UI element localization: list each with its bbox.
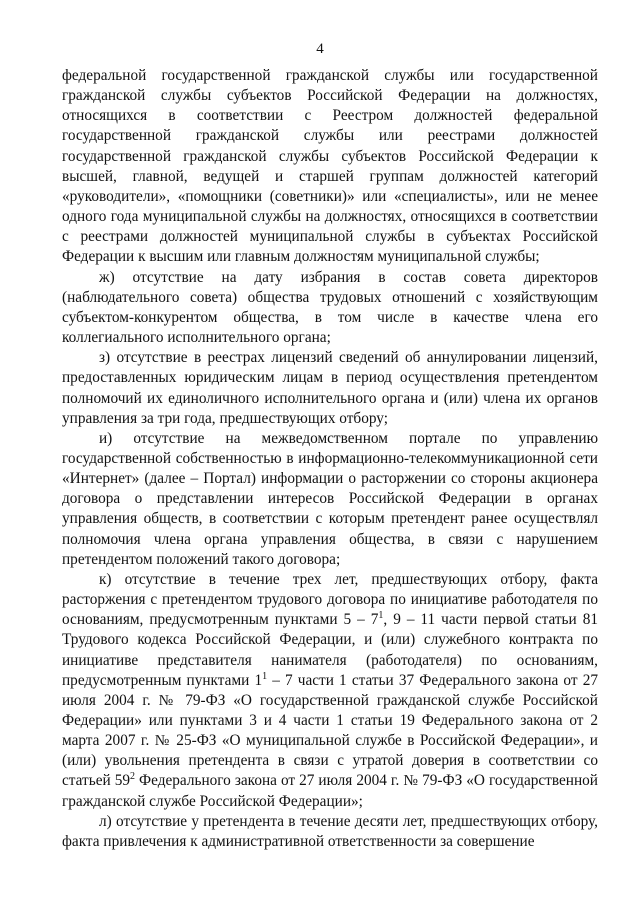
paragraph-text: федеральной государственной гражданской службы или государственной гражданской службы субъектов Российской Федерации на должностях, относящихся в соответствии с Реестром должностей федеральной государственной гражданской службы или реестрами должностей государственной гражданской службы субъектов Российской Федерации к высшей, главной, ведущей и старшей группам должностей категорий «руководители», «помощники (советники)» или «специалисты», или не менее одного года муниципальной службы на должностях, относящихся в соответствии с реестрами должностей муниципальной службы в субъектах Российской Федерации к высшим или главным должностям муниципальной службы;: [62, 67, 598, 266]
paragraph-p0: [62, 66, 598, 268]
paragraph-text: и) отсутствие на межведомственном портале по управлению государственной собственностью в информационно-телекоммуникационной сети «Интернет» (далее – Портал) информации о расторжении со стороны акционера договора о представлении интересов Российской Федерации в органах управления обществ, в соответствии с которым претендент ранее осуществлял полномочия члена органа управления общества, в связи с нарушением претендентом положений такого договора;: [62, 429, 598, 568]
document-body: [62, 66, 598, 852]
superscript: 1: [262, 670, 268, 682]
paragraph-text: з) отсутствие в реестрах лицензий сведений об аннулировании лицензий, предоставленных юридическим лицам в период осуществления претендентом полномочий их единоличного исполнительного органа и (или) члена их органов управления за три года, предшествующих отбору;: [62, 349, 598, 427]
paragraph-p2: [62, 348, 598, 429]
superscript: 1: [378, 610, 384, 622]
paragraph-text: л) отсутствие у претендента в течение десяти лет, предшествующих отбору, факта привлечения к административной ответственности за совершение: [62, 812, 598, 850]
paragraph-text: к) отсутствие в течение трех лет, предшествующих отбору, факта расторжения с претендентом трудового договора по инициативе работодателя по основаниям, предусмотренным пунктами 5 – 7: [62, 570, 598, 629]
paragraph-text: Федерального закона от 27 июля 2004 г. № 79-ФЗ «О государственной гражданской службе Российской Федерации»;: [62, 772, 598, 810]
paragraph-text: , 9 – 11 части первой статьи 81 Трудового кодекса Российской Федерации, и (или) служебного контракта по инициативе представителя нанимателя (работодателя) по основаниям, предусмотренным пунктами 1: [62, 611, 598, 689]
paragraph-p3: [62, 429, 598, 570]
superscript: 2: [130, 771, 136, 783]
page-number: 4: [316, 41, 324, 57]
paragraph-p5: [62, 812, 598, 852]
paragraph-p1: [62, 268, 598, 349]
paragraph-text: – 7 части 1 статьи 37 Федерального закона от 27 июля 2004 г. № 79-ФЗ «О государственной гражданской службе Российской Федерации» или пунктами 3 и 4 части 1 статьи 19 Федерального закона от 2 марта 2007 г. № 25-ФЗ «О муниципальной службе в Российской Федерации», и (или) увольнения претендента в связи с утратой доверия в соответствии со статьей 59: [62, 671, 598, 790]
paragraph-text: ж) отсутствие на дату избрания в состав совета директоров (наблюдательного совета) общества трудовых отношений с хозяйствующим субъектом-конкурентом общества, в том числе в качестве члена его коллегиального исполнительного органа;: [62, 268, 598, 347]
paragraph-p4: [62, 570, 598, 812]
